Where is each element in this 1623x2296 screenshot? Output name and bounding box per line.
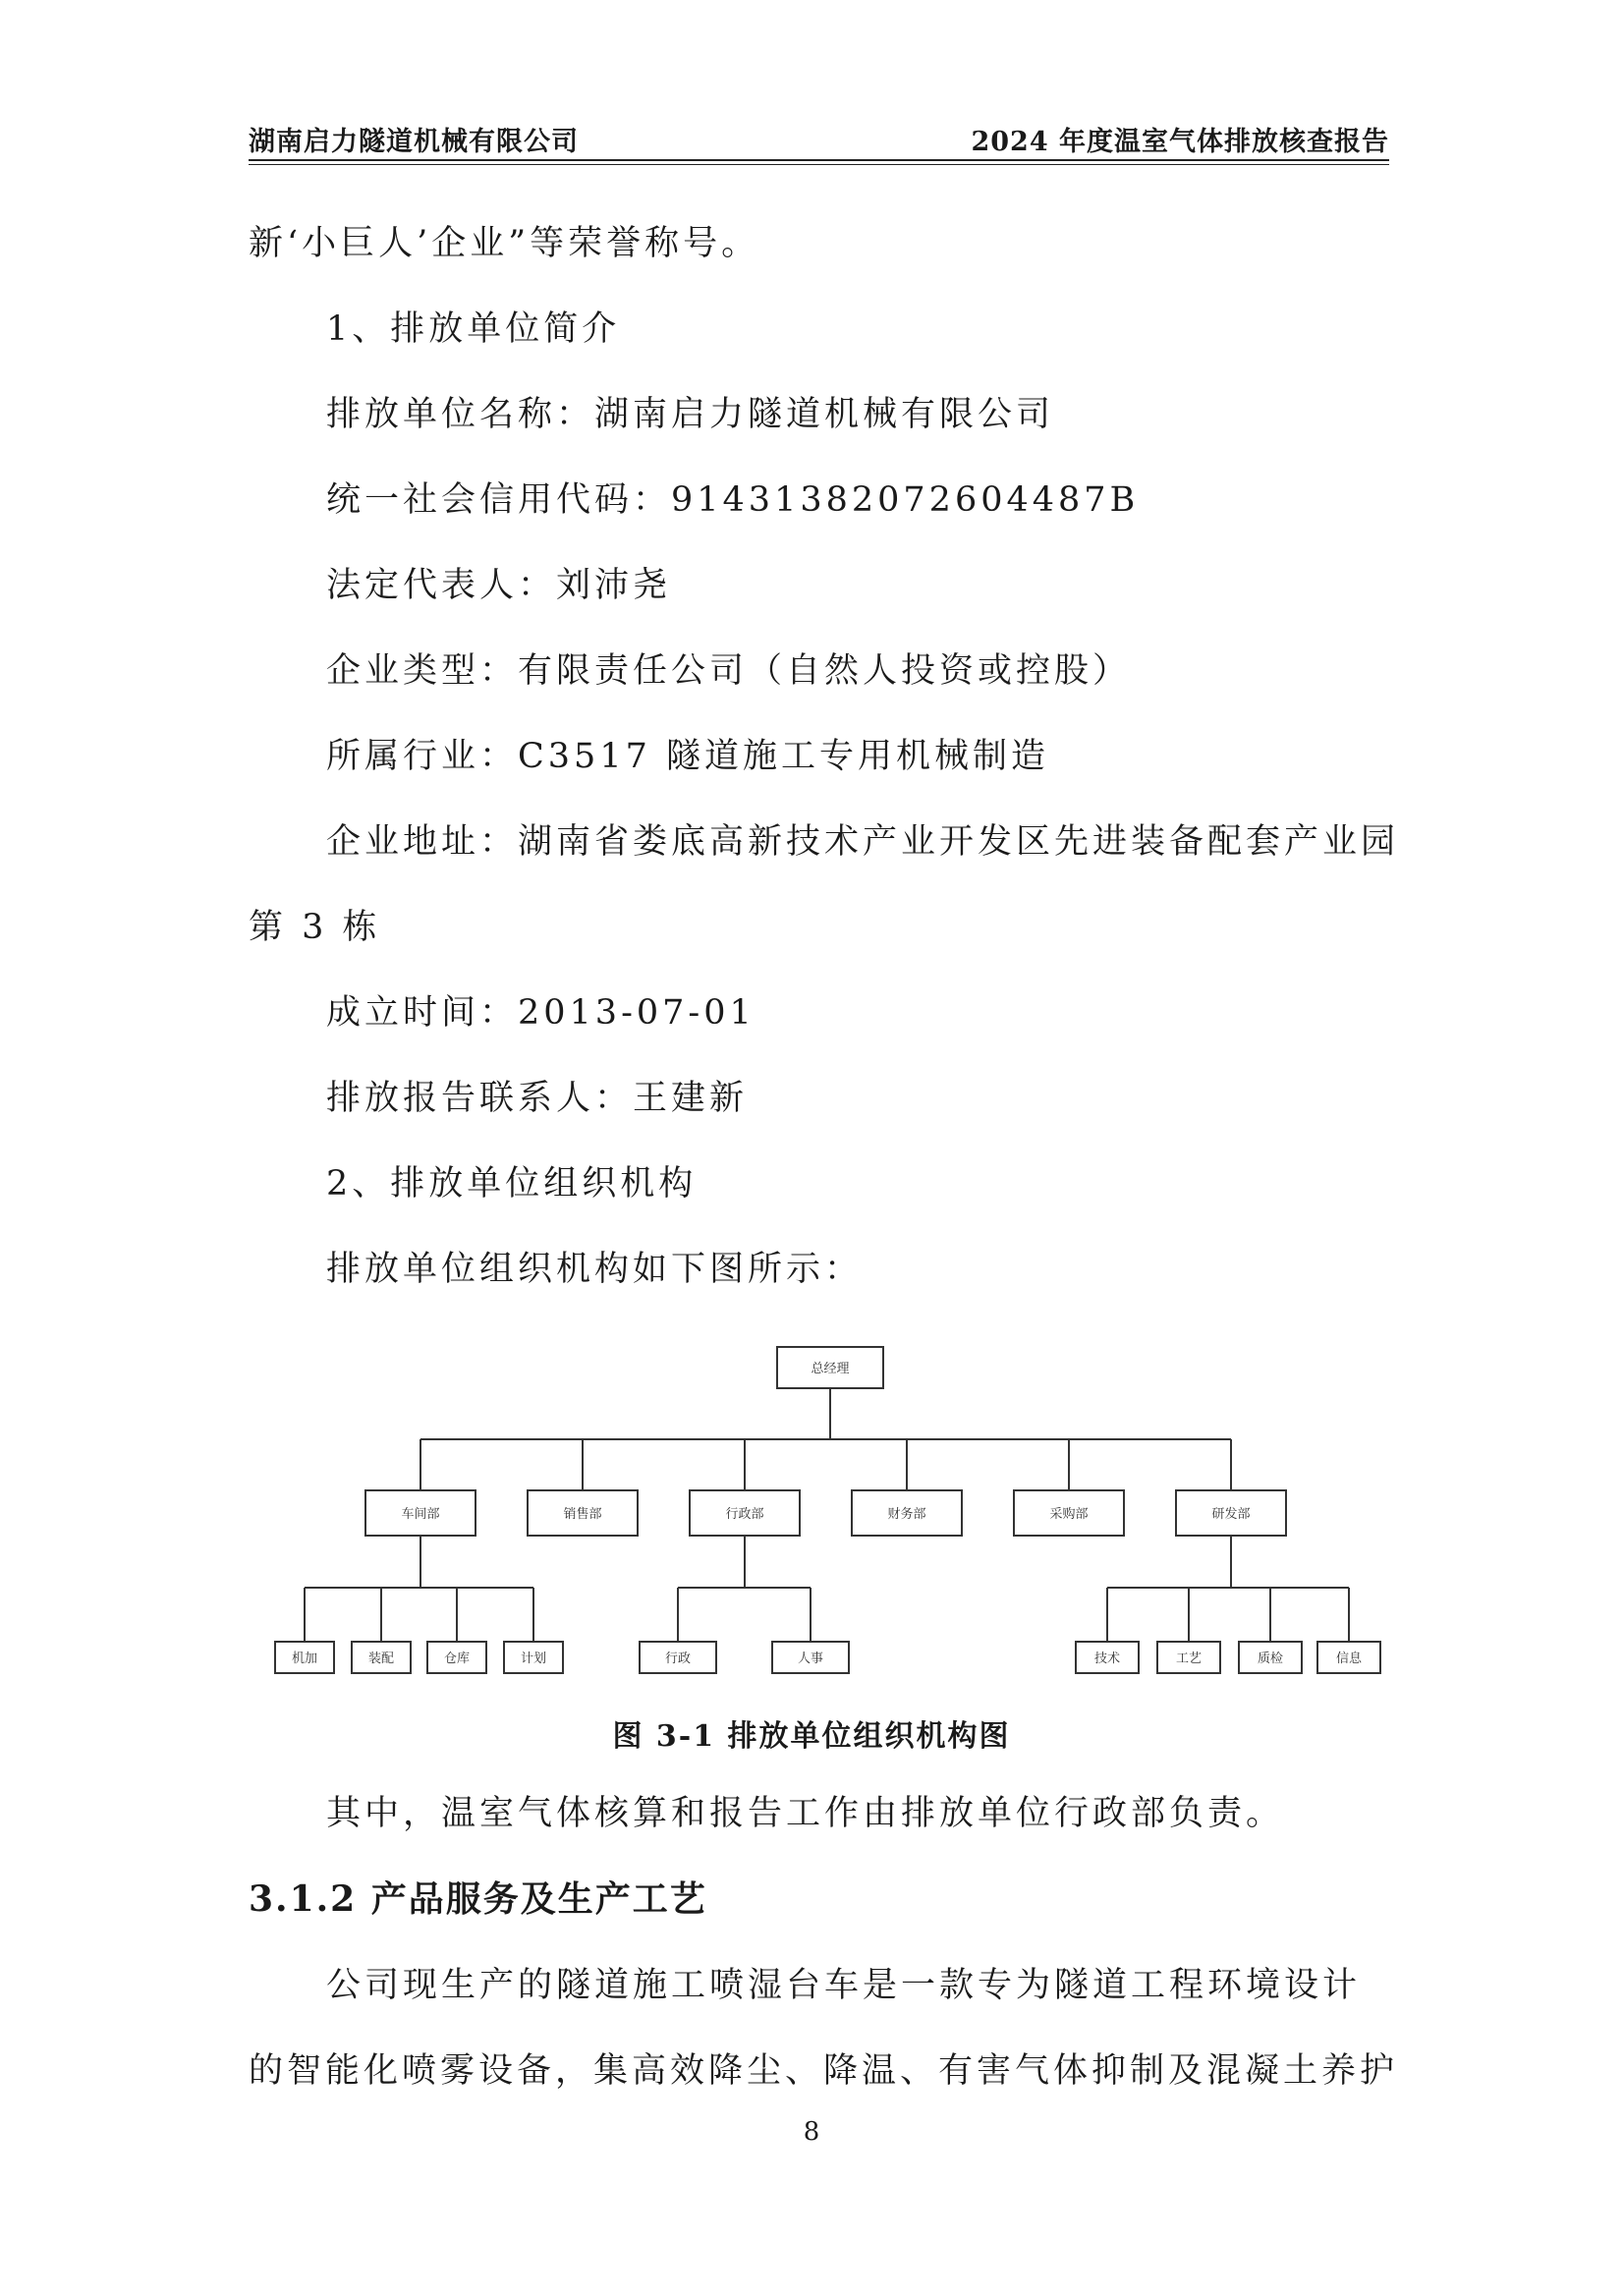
body-line: 排放单位名称：湖南启力隧道机械有限公司 — [326, 395, 1055, 434]
header-company: 湖南启力隧道机械有限公司 — [249, 127, 579, 157]
body-line: 的智能化喷雾设备，集高效降尘、降温、有害气体抑制及混凝土养护 — [249, 2051, 1399, 2091]
subsection-heading: 2、排放单位组织机构 — [326, 1164, 698, 1204]
body-line: 新‘小巨人’企业”等荣誉称号。 — [249, 224, 760, 263]
body-line: 其中，温室气体核算和报告工作由排放单位行政部负责。 — [326, 1794, 1285, 1833]
org-unit-label: 计划 — [520, 1652, 547, 1666]
org-unit-label: 装配 — [367, 1652, 395, 1666]
org-dept-label: 行政部 — [725, 1507, 764, 1522]
org-unit-label: 技术 — [1093, 1652, 1121, 1666]
body-line: 法定代表人：刘沛尧 — [326, 566, 672, 605]
header-report-title: 2024 年度温室气体排放核查报告 — [971, 127, 1389, 157]
org-unit-label: 仓库 — [443, 1652, 471, 1666]
body-line: 企业类型：有限责任公司（自然人投资或控股） — [326, 651, 1132, 691]
org-dept-label: 车间部 — [401, 1507, 440, 1522]
org-dept-label: 销售部 — [563, 1507, 602, 1522]
org-dept-label: 财务部 — [887, 1507, 926, 1522]
body-line: 企业地址：湖南省娄底高新技术产业开发区先进装备配套产业园 — [326, 822, 1400, 862]
org-unit-label: 机加 — [291, 1652, 318, 1666]
page-number: 8 — [803, 2117, 820, 2147]
figure-caption: 图 3-1 排放单位组织机构图 — [612, 1719, 1011, 1754]
body-line: 成立时间：2013-07-01 — [326, 993, 756, 1033]
body-line: 第 3 栋 — [249, 908, 381, 947]
org-unit-label: 行政 — [664, 1652, 692, 1666]
org-unit-label: 人事 — [797, 1652, 824, 1666]
body-line: 公司现生产的隧道施工喷湿台车是一款专为隧道工程环境设计 — [326, 1966, 1362, 2005]
body-line: 排放单位组织机构如下图所示： — [326, 1250, 864, 1289]
body-line: 统一社会信用代码：9143138207260448​7B — [326, 480, 1140, 520]
body-line: 排放报告联系人：王建新 — [326, 1079, 749, 1118]
org-unit-label: 工艺 — [1175, 1652, 1203, 1666]
org-dept-label: 采购部 — [1049, 1507, 1089, 1522]
org-unit-label: 质检 — [1257, 1652, 1284, 1666]
org-dept-label: 研发部 — [1211, 1507, 1251, 1522]
org-root-label: 总经理 — [811, 1362, 850, 1376]
section-title: 3.1.2 产品服务及生产工艺 — [249, 1878, 707, 1920]
subsection-heading: 1、排放单位简介 — [326, 309, 621, 349]
org-unit-label: 信息 — [1335, 1652, 1363, 1666]
body-line: 所属行业：C3517 隧道施工专用机械制造 — [326, 737, 1049, 776]
